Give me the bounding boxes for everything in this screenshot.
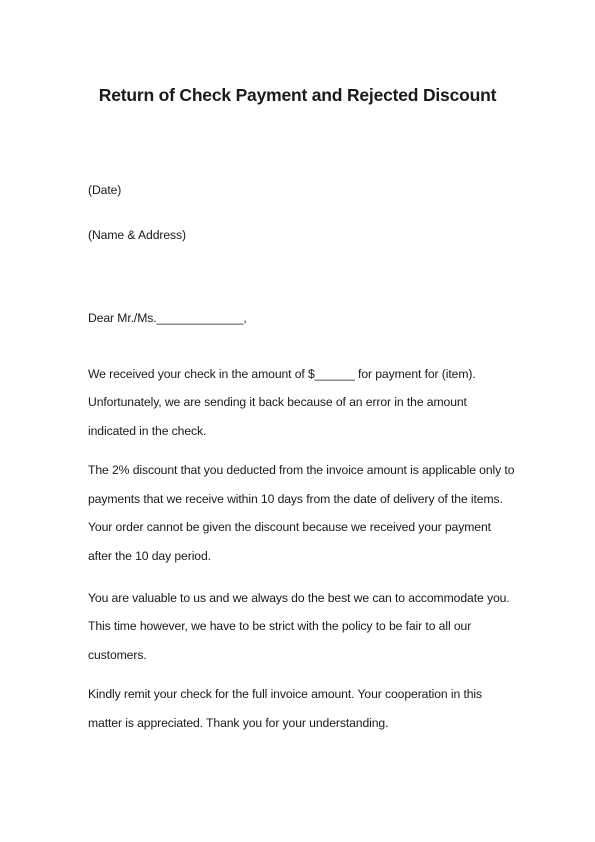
paragraph-3-line-2: This time however, we have to be strict with the policy to be fair to all our <box>88 619 472 633</box>
salutation: Dear Mr./Ms._____________, <box>88 311 247 325</box>
paragraph-4-line-2: matter is appreciated. Thank you for your understanding. <box>88 716 389 730</box>
paragraph-1-line-1: We received your check in the amount of $______ for payment for (item). <box>88 367 476 381</box>
date-placeholder: (Date) <box>88 183 122 197</box>
paragraph-2-line-1: The 2% discount that you deducted from the invoice amount is applicable only to <box>88 463 515 477</box>
letter-title: Return of Check Payment and Rejected Discount <box>98 85 497 105</box>
address-placeholder: (Name & Address) <box>88 228 186 242</box>
paragraph-1-line-2: Unfortunately, we are sending it back because of an error in the amount <box>88 395 467 409</box>
paragraph-2-line-2: payments that we receive within 10 days from the date of delivery of the items. <box>88 492 503 506</box>
paragraph-2-line-4: after the 10 day period. <box>88 549 211 563</box>
paragraph-1-line-3: indicated in the check. <box>88 424 207 438</box>
paragraph-3-line-1: You are valuable to us and we always do the best we can to accommodate you. <box>88 591 510 605</box>
paragraph-4-line-1: Kindly remit your check for the full invoice amount. Your cooperation in this <box>88 687 483 701</box>
paragraph-3-line-3: customers. <box>88 648 147 662</box>
paragraph-2-line-3: Your order cannot be given the discount because we received your payment <box>88 520 491 534</box>
